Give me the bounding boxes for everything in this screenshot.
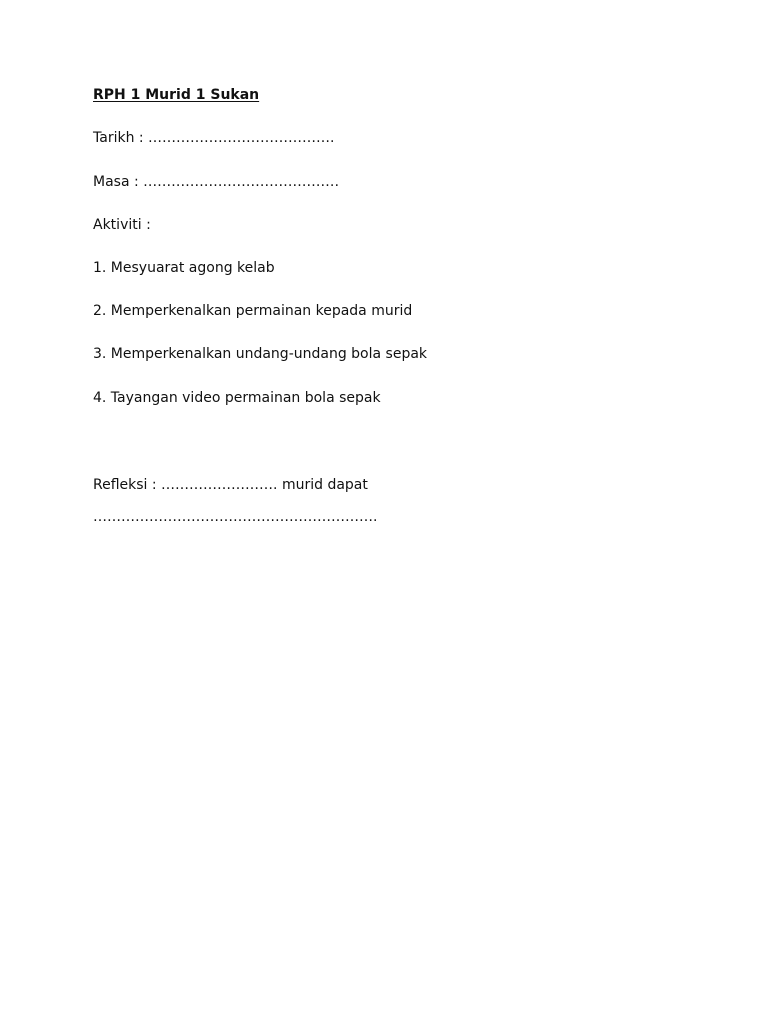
activity-item: 2. Memperkenalkan permainan kepada murid	[93, 303, 413, 319]
masa-field: Masa : ……………………………………	[93, 174, 340, 190]
aktiviti-label: Aktiviti :	[93, 217, 151, 233]
activity-item: 4. Tayangan video permainan bola sepak	[93, 390, 381, 406]
refleksi-continuation: …………………………………………………….	[93, 509, 378, 525]
refleksi-field: Refleksi : ……………………. murid dapat	[93, 477, 368, 493]
tarikh-field: Tarikh : ………………………………….	[93, 130, 335, 146]
activity-item: 3. Memperkenalkan undang-undang bola sepak	[93, 346, 428, 362]
activity-item: 1. Mesyuarat agong kelab	[93, 260, 275, 276]
document-title: RPH 1 Murid 1 Sukan	[93, 87, 260, 103]
